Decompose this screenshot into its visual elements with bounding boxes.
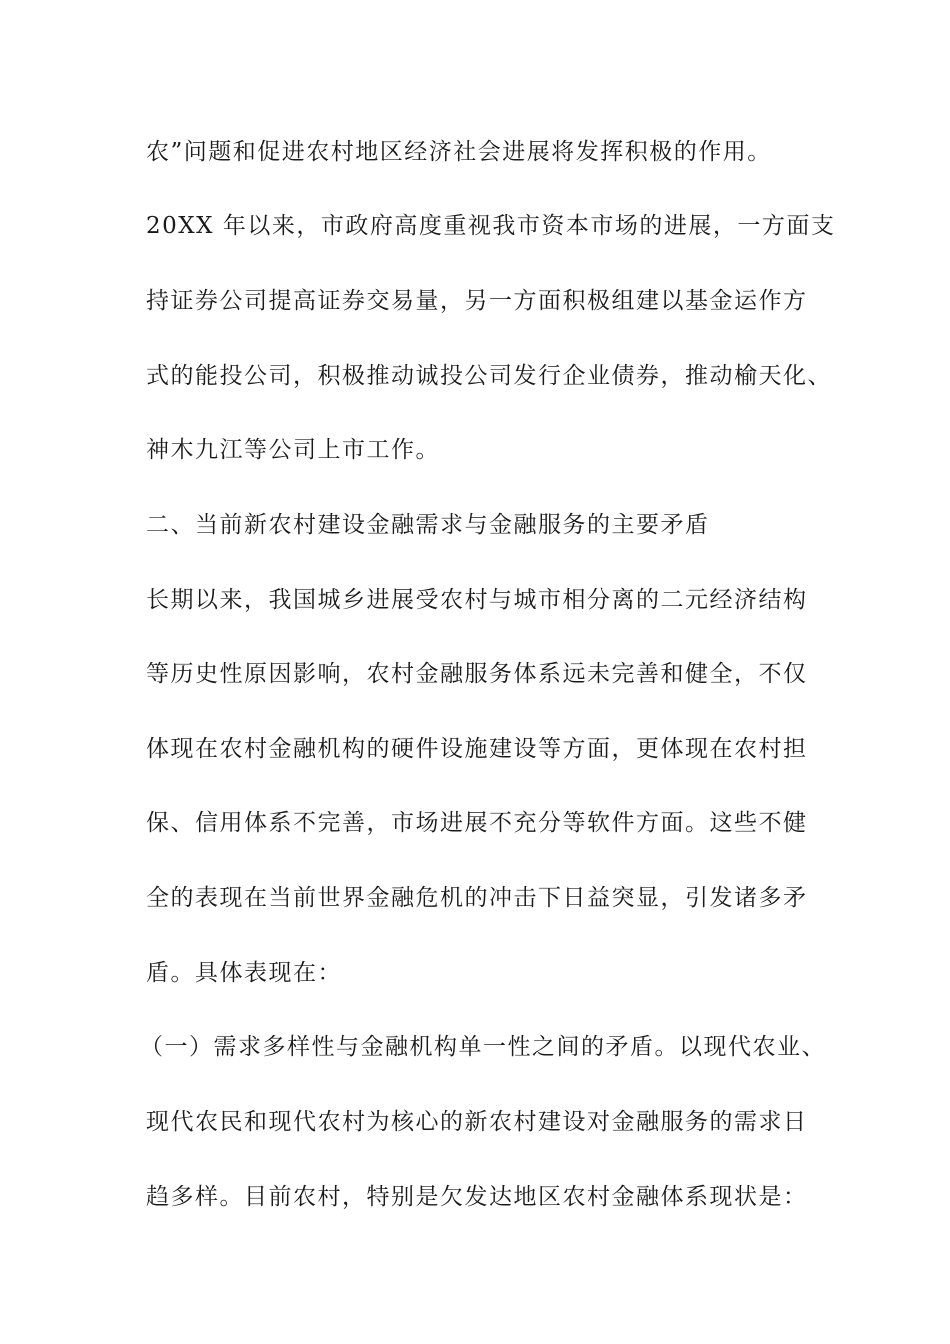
body-text-line: 全的表现在当前世界金融危机的冲击下日益突显，引发诸多矛 [146,885,808,911]
section-heading: 二、当前新农村建设金融需求与金融服务的主要矛盾 [146,512,710,538]
body-text-line: 长期以来，我国城乡进展受农村与城市相分离的二元经济结构 [146,587,808,613]
subsection-line: （一）需求多样性与金融机构单一性之间的矛盾。以现代农业、 [140,1034,826,1060]
body-text-line: 持证券公司提高证券交易量，另一方面积极组建以基金运作方 [146,288,808,314]
body-text-line: 神木九江等公司上市工作。 [146,437,440,463]
body-text-line: 盾。具体表现在： [146,960,342,986]
body-text-line: 式的能投公司，积极推动诚投公司发行企业债券，推动榆天化、 [146,363,832,389]
body-text-line: 趋多样。目前农村，特别是欠发达地区农村金融体系现状是： [146,1184,808,1210]
body-text-line: 20XX 年以来，市政府高度重视我市资本市场的进展，一方面支 [146,213,836,239]
body-text-line: 农”问题和促进农村地区经济社会进展将发挥积极的作用。 [146,139,772,165]
body-text-line: 等历史性原因影响，农村金融服务体系远未完善和健全，不仅 [146,661,808,687]
body-text-line: 现代农民和现代农村为核心的新农村建设对金融服务的需求日 [146,1109,808,1135]
body-text-line: 保、信用体系不完善，市场进展不充分等软件方面。这些不健 [146,810,808,836]
body-text-line: 体现在农村金融机构的硬件设施建设等方面，更体现在农村担 [146,736,808,762]
